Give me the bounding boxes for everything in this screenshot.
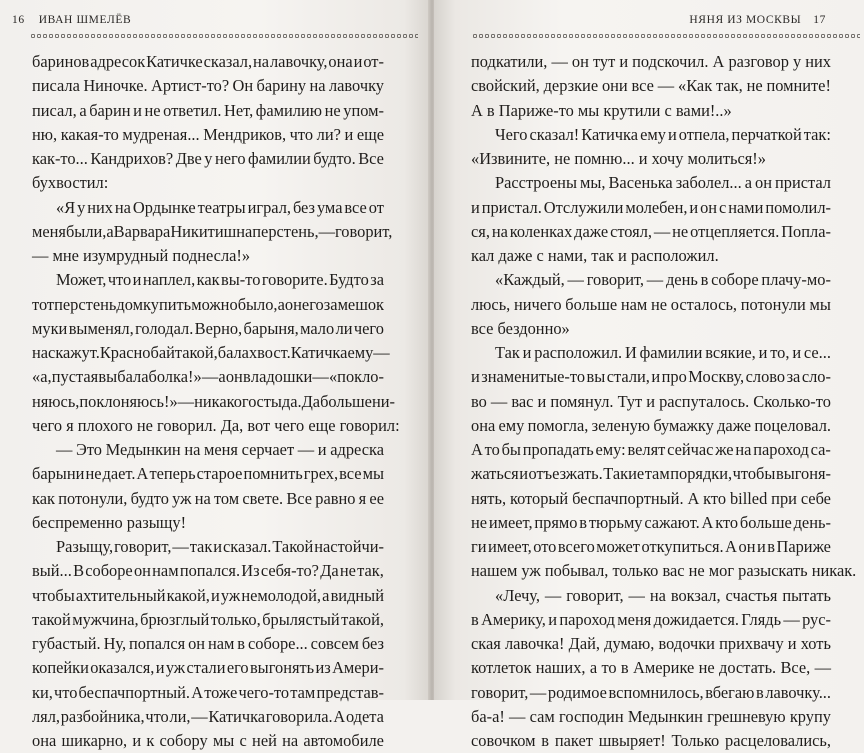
- text-line: ки, что беспачпортный. А тоже чего-то там представ-: [32, 682, 384, 702]
- text-line: говорит, — родимое вспомнилось, вбегаю в лавочку...: [471, 682, 831, 702]
- right-page-text: [471, 50, 857, 753]
- text-line: в Америку, и пароход меня дожидается. Глядь — рус-: [471, 609, 831, 629]
- running-head-title: НЯНЯ ИЗ МОСКВЫ: [689, 14, 802, 26]
- text-line: писал, а барин и не ответил. Нет, фамилию не упом-: [32, 100, 384, 120]
- text-line: бухвостил:: [32, 173, 109, 193]
- text-line: такой мужчина, брюзглый только, брылястый такой,: [32, 609, 384, 629]
- text-line: — мне изумрудный поднесла!»: [32, 246, 251, 265]
- text-line: тот перстень дом купить можно было, а он его за мешок: [32, 294, 384, 314]
- text-line: «а, пустая вы балаболка!» — а он в ладошки — «покло-: [32, 367, 384, 387]
- text-line: Расстроены мы, Васенька заболел... а он пристал: [495, 173, 831, 193]
- text-line: как потонули, будто уж на том свете. Все равно я ее: [32, 488, 384, 508]
- text-line: «Я у них на Ордынке театры играл, без ума все от: [56, 197, 384, 217]
- text-line: нять, который беспачпортный. А кто billed при себе: [471, 488, 831, 508]
- text-line: Чего сказал! Катичка ему и отпела, перчаткой так:: [495, 124, 831, 144]
- text-line: ги имеет, ото всего может откупиться. А он и в Париже: [471, 537, 831, 556]
- text-line: жаться и отъезжать. Такие там порядки, чтобы выгоня-: [471, 464, 831, 484]
- text-line: барыни не дает. А теперь старое помнить грех, все мы: [32, 464, 384, 484]
- text-line: наскажут. Краснобай такой, балахвост. Катичка ему —: [32, 343, 390, 362]
- text-line: «Каждый, — говорит, — день в соборе плачу-мо-: [495, 270, 831, 290]
- text-line: она шикарно, и к собору мы с ней на автомобиле: [32, 731, 384, 750]
- text-line: А в Париже-то мы крутили с вами!..»: [471, 100, 732, 120]
- text-line: ся, на коленках даже стоял, — не отцепляется. Попла-: [471, 221, 831, 241]
- text-line: и знаменитые-то вы стали, и про Москву, слово за сло-: [471, 367, 831, 387]
- text-line: Может, что и наплел, как вы-то говорите. Будто за: [56, 270, 384, 290]
- header-ornament-rule: [30, 33, 418, 39]
- text-line: и пристал. Отслужили молебен, и он с нами помолил-: [471, 197, 831, 217]
- text-line: — Это Медынкин на меня серчает — и адреска: [56, 440, 384, 459]
- left-page-header: [12, 14, 396, 30]
- text-line: нашем уж побывал, только вас не мог разыскать никак.: [471, 561, 857, 581]
- text-line: Так и расположил. И фамилии всякие, и то, и се...: [495, 343, 831, 362]
- left-page: [0, 0, 430, 750]
- text-line: «Лечу, — говорит, — на вокзал, счастья пытать: [495, 585, 831, 605]
- text-line: люсь, ничего больше нам не осталось, потонули мы: [471, 294, 831, 314]
- text-line: чтобы ахтительный какой, и уж немолодой, а видный: [32, 585, 384, 605]
- header-ornament-rule: [472, 33, 860, 39]
- text-line: совочком в пакет швыряет! Только расцеловались,: [471, 731, 831, 750]
- text-line: все бездонно»: [471, 318, 570, 338]
- running-head-author: ИВАН ШМЕЛЁВ: [38, 14, 132, 26]
- text-line: ню, какая-то мудреная... Мендриков, что ли? и еще: [32, 124, 384, 144]
- page-number: 17: [813, 14, 826, 26]
- text-line: писала Ниночке. Артист-то? Он барину на лавочку: [32, 76, 384, 96]
- text-line: Разыщу, говорит, — так и сказал. Такой настойчи-: [56, 537, 384, 556]
- text-line: она ему помогла, зеленую бумажку даже поцеловал.: [471, 415, 831, 435]
- text-line: беспременно разыщу!: [32, 512, 187, 532]
- text-line: муки выменял, голодал. Верно, барыня, мало ли чего: [32, 318, 384, 338]
- text-line: подкатили, — он тут и подскочил. А разговор у них: [471, 52, 831, 71]
- right-page-header: [486, 14, 826, 30]
- text-line: губастый. Ну, попался он нам в соборе... совсем без: [32, 634, 384, 653]
- text-line: не имеет, прямо в тюрьму сажают. А кто больше день-: [471, 512, 831, 532]
- text-line: котлеток наших, а то в Америке не достать. Все, —: [471, 658, 831, 678]
- text-line: как-то... Кандрихов? Две у него фамилии будто. Все: [32, 149, 384, 168]
- text-line: баринов адресок Катичке сказал, на лавочку, она и от-: [32, 52, 384, 71]
- text-line: кал даже с нами, так и расположил.: [471, 246, 719, 265]
- text-line: лял, разбойника, что ли, — Катичка говорила. А одета: [32, 706, 384, 726]
- text-line: ская лавочка! Дай, думаю, водочки прихвачу и хоть: [471, 634, 831, 653]
- text-line: «Извините, не помню... и хочу молиться!»: [471, 149, 766, 168]
- text-line: копейки оказался, и уж стали его выгонять из Амери-: [32, 658, 384, 678]
- text-line: во — вас и помянул. Тут и распуталось. Сколько-то: [471, 391, 831, 411]
- text-line: чего я плохого не говорил. Да, вот чего еще говорил:: [32, 415, 400, 435]
- text-line: вый... В соборе он нам попался. Из себя-то? Да не так,: [32, 561, 384, 581]
- text-line: ба-а! — сам господин Медынкин грешневую крупу: [471, 706, 831, 726]
- page-number: 16: [12, 14, 25, 26]
- right-page: [434, 0, 864, 750]
- text-line: меня были, а Варвара Никитишна перстень, — говорит,: [32, 221, 393, 241]
- text-line: А то бы пропадать ему: велят сейчас же на пароход са-: [471, 440, 831, 459]
- text-line: няюсь, поклоняюсь!» — никакого стыда. Да больше ни-: [32, 391, 395, 411]
- left-page-text: [32, 50, 400, 753]
- text-line: свойский, дерзкие они все — «Как так, не помните!: [471, 76, 831, 96]
